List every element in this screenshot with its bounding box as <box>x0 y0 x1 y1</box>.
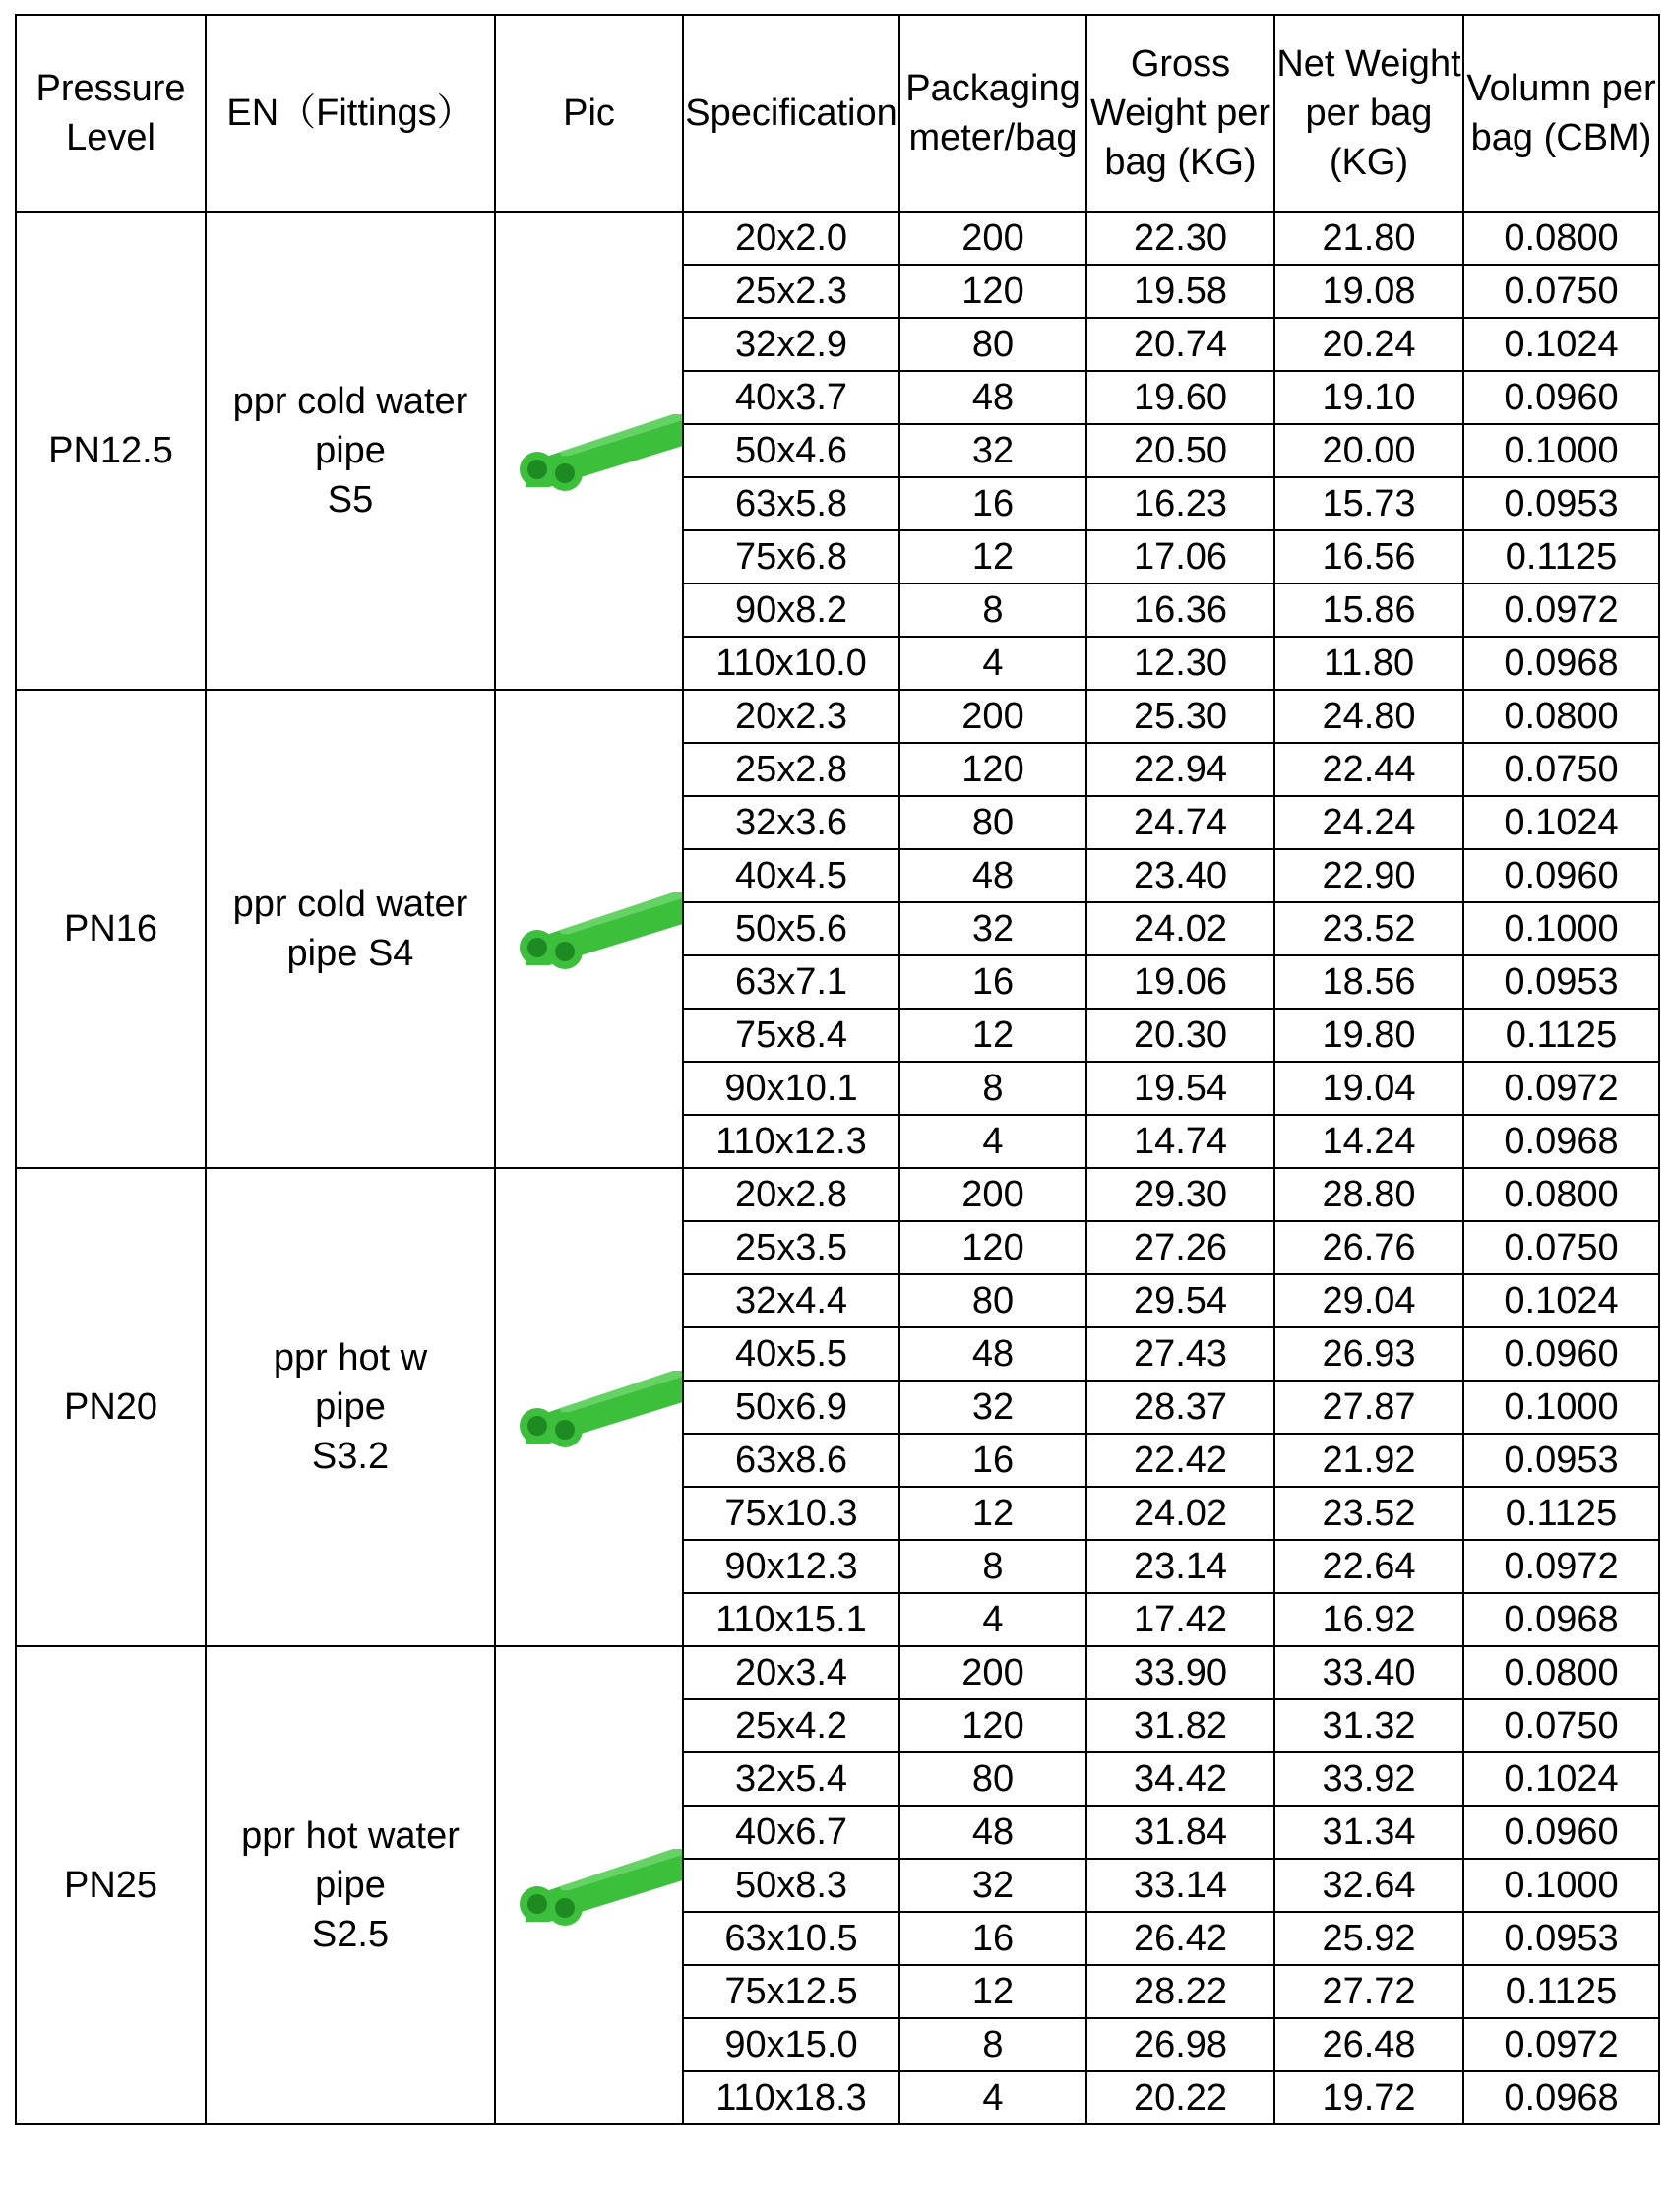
net-weight-cell: 31.34 <box>1274 1806 1463 1859</box>
gross-weight-cell: 20.50 <box>1086 424 1274 477</box>
net-weight-cell: 32.64 <box>1274 1859 1463 1912</box>
volume-cell: 0.1024 <box>1463 1274 1659 1327</box>
volume-cell: 0.0953 <box>1463 1434 1659 1487</box>
net-weight-cell: 33.40 <box>1274 1646 1463 1699</box>
fitting-name-line: ppr cold water <box>232 884 468 925</box>
header-volume: Volumn per bag (CBM) <box>1463 15 1659 212</box>
gross-weight-cell: 22.30 <box>1086 212 1274 265</box>
volume-cell: 0.0972 <box>1463 1540 1659 1593</box>
volume-cell: 0.1000 <box>1463 1381 1659 1434</box>
packaging-cell: 32 <box>899 1381 1086 1434</box>
specification-cell: 20x2.8 <box>683 1168 899 1221</box>
net-weight-cell: 29.04 <box>1274 1274 1463 1327</box>
spec-sheet <box>15 14 1658 2198</box>
header-pressure-level: Pressure Level <box>16 15 206 212</box>
specification-cell: 25x2.8 <box>683 743 899 796</box>
net-weight-cell: 16.56 <box>1274 530 1463 584</box>
gross-weight-cell: 24.74 <box>1086 796 1274 849</box>
volume-cell: 0.0968 <box>1463 1593 1659 1646</box>
volume-cell: 0.0960 <box>1463 371 1659 424</box>
specification-cell: 63x10.5 <box>683 1912 899 1965</box>
fitting-name-cell <box>206 1168 495 1646</box>
gross-weight-cell: 31.84 <box>1086 1806 1274 1859</box>
volume-cell: 0.1024 <box>1463 796 1659 849</box>
volume-cell: 0.1024 <box>1463 318 1659 371</box>
net-weight-cell: 22.44 <box>1274 743 1463 796</box>
header-net-weight: Net Weight per bag (KG) <box>1274 15 1463 212</box>
gross-weight-cell: 14.74 <box>1086 1115 1274 1168</box>
volume-cell: 0.0953 <box>1463 955 1659 1009</box>
packaging-cell: 80 <box>899 796 1086 849</box>
volume-cell: 0.0750 <box>1463 265 1659 318</box>
gross-weight-cell: 20.30 <box>1086 1009 1274 1062</box>
packaging-cell: 120 <box>899 743 1086 796</box>
header-row <box>16 15 1659 212</box>
specification-cell: 40x4.5 <box>683 849 899 902</box>
table-row <box>16 212 1659 265</box>
volume-cell: 0.1024 <box>1463 1752 1659 1806</box>
gross-weight-cell: 20.74 <box>1086 318 1274 371</box>
gross-weight-cell: 24.02 <box>1086 1487 1274 1540</box>
specification-cell: 75x6.8 <box>683 530 899 584</box>
volume-cell: 0.1000 <box>1463 902 1659 955</box>
specification-cell: 110x15.1 <box>683 1593 899 1646</box>
specification-cell: 63x8.6 <box>683 1434 899 1487</box>
net-weight-cell: 33.92 <box>1274 1752 1463 1806</box>
pic-cell <box>495 212 683 690</box>
specification-cell: 20x2.3 <box>683 690 899 743</box>
gross-weight-cell: 33.14 <box>1086 1859 1274 1912</box>
net-weight-cell: 28.80 <box>1274 1168 1463 1221</box>
specification-cell: 50x4.6 <box>683 424 899 477</box>
gross-weight-cell: 19.60 <box>1086 371 1274 424</box>
net-weight-cell: 20.24 <box>1274 318 1463 371</box>
specification-cell: 40x5.5 <box>683 1327 899 1381</box>
volume-cell: 0.0972 <box>1463 1062 1659 1115</box>
table-row <box>16 1646 1659 1699</box>
specification-cell: 75x12.5 <box>683 1965 899 2018</box>
gross-weight-cell: 19.06 <box>1086 955 1274 1009</box>
packaging-cell: 12 <box>899 1965 1086 2018</box>
net-weight-cell: 15.86 <box>1274 584 1463 637</box>
net-weight-cell: 22.90 <box>1274 849 1463 902</box>
gross-weight-cell: 26.98 <box>1086 2018 1274 2071</box>
specification-cell: 110x12.3 <box>683 1115 899 1168</box>
packaging-cell: 80 <box>899 1752 1086 1806</box>
pressure-level-cell: PN12.5 <box>16 212 206 690</box>
packaging-cell: 8 <box>899 584 1086 637</box>
packaging-cell: 48 <box>899 849 1086 902</box>
net-weight-cell: 27.87 <box>1274 1381 1463 1434</box>
header-fittings: EN（Fittings） <box>206 15 495 212</box>
specification-cell: 90x12.3 <box>683 1540 899 1593</box>
packaging-cell: 4 <box>899 2071 1086 2124</box>
table-body <box>16 212 1659 2124</box>
header-gross-weight: Gross Weight per bag (KG) <box>1086 15 1274 212</box>
fitting-name-cell <box>206 1646 495 2124</box>
packaging-cell: 80 <box>899 1274 1086 1327</box>
packaging-cell: 8 <box>899 1540 1086 1593</box>
net-weight-cell: 26.93 <box>1274 1327 1463 1381</box>
packaging-cell: 8 <box>899 1062 1086 1115</box>
packaging-cell: 200 <box>899 690 1086 743</box>
net-weight-cell: 24.24 <box>1274 796 1463 849</box>
packaging-cell: 80 <box>899 318 1086 371</box>
gross-weight-cell: 24.02 <box>1086 902 1274 955</box>
net-weight-cell: 19.72 <box>1274 2071 1463 2124</box>
packaging-cell: 16 <box>899 1434 1086 1487</box>
packaging-cell: 8 <box>899 2018 1086 2071</box>
green-pipe-icon <box>516 1363 683 1451</box>
gross-weight-cell: 27.26 <box>1086 1221 1274 1274</box>
packaging-cell: 32 <box>899 902 1086 955</box>
volume-cell: 0.0968 <box>1463 1115 1659 1168</box>
specification-cell: 32x3.6 <box>683 796 899 849</box>
packaging-cell: 48 <box>899 1806 1086 1859</box>
fitting-name-line: S5 <box>327 479 374 521</box>
specification-cell: 32x5.4 <box>683 1752 899 1806</box>
packaging-cell: 200 <box>899 1168 1086 1221</box>
specification-cell: 32x4.4 <box>683 1274 899 1327</box>
pipe-spec-table <box>15 14 1660 2125</box>
packaging-cell: 48 <box>899 371 1086 424</box>
volume-cell: 0.0800 <box>1463 690 1659 743</box>
specification-cell: 90x8.2 <box>683 584 899 637</box>
net-weight-cell: 19.04 <box>1274 1062 1463 1115</box>
net-weight-cell: 20.00 <box>1274 424 1463 477</box>
gross-weight-cell: 17.42 <box>1086 1593 1274 1646</box>
pressure-level-cell: PN16 <box>16 690 206 1168</box>
net-weight-cell: 14.24 <box>1274 1115 1463 1168</box>
pic-cell <box>495 690 683 1168</box>
specification-cell: 75x8.4 <box>683 1009 899 1062</box>
packaging-cell: 16 <box>899 1912 1086 1965</box>
specification-cell: 63x5.8 <box>683 477 899 530</box>
gross-weight-cell: 25.30 <box>1086 690 1274 743</box>
volume-cell: 0.0960 <box>1463 849 1659 902</box>
specification-cell: 50x5.6 <box>683 902 899 955</box>
gross-weight-cell: 19.58 <box>1086 265 1274 318</box>
fitting-name-line: ppr hot water <box>241 1815 460 1857</box>
gross-weight-cell: 29.54 <box>1086 1274 1274 1327</box>
specification-cell: 32x2.9 <box>683 318 899 371</box>
green-pipe-icon <box>516 406 683 495</box>
gross-weight-cell: 23.14 <box>1086 1540 1274 1593</box>
gross-weight-cell: 28.37 <box>1086 1381 1274 1434</box>
net-weight-cell: 15.73 <box>1274 477 1463 530</box>
packaging-cell: 32 <box>899 1859 1086 1912</box>
gross-weight-cell: 16.36 <box>1086 584 1274 637</box>
gross-weight-cell: 29.30 <box>1086 1168 1274 1221</box>
header-packaging: Packaging meter/bag <box>899 15 1086 212</box>
net-weight-cell: 23.52 <box>1274 1487 1463 1540</box>
volume-cell: 0.0800 <box>1463 1168 1659 1221</box>
gross-weight-cell: 34.42 <box>1086 1752 1274 1806</box>
table-row <box>16 1168 1659 1221</box>
packaging-cell: 200 <box>899 1646 1086 1699</box>
packaging-cell: 48 <box>899 1327 1086 1381</box>
fitting-name-line: S3.2 <box>311 1436 390 1477</box>
packaging-cell: 16 <box>899 955 1086 1009</box>
net-weight-cell: 26.76 <box>1274 1221 1463 1274</box>
net-weight-cell: 11.80 <box>1274 637 1463 690</box>
fitting-name-line: pipe S4 <box>286 933 414 974</box>
volume-cell: 0.0960 <box>1463 1327 1659 1381</box>
specification-cell: 40x6.7 <box>683 1806 899 1859</box>
volume-cell: 0.0972 <box>1463 2018 1659 2071</box>
volume-cell: 0.0750 <box>1463 743 1659 796</box>
net-weight-cell: 18.56 <box>1274 955 1463 1009</box>
volume-cell: 0.0968 <box>1463 2071 1659 2124</box>
header-pic: Pic <box>495 15 683 212</box>
packaging-cell: 32 <box>899 424 1086 477</box>
fitting-name-line: S2.5 <box>311 1914 390 1955</box>
gross-weight-cell: 22.94 <box>1086 743 1274 796</box>
volume-cell: 0.1125 <box>1463 1965 1659 2018</box>
net-weight-cell: 21.80 <box>1274 212 1463 265</box>
volume-cell: 0.0750 <box>1463 1221 1659 1274</box>
specification-cell: 63x7.1 <box>683 955 899 1009</box>
packaging-cell: 120 <box>899 1699 1086 1752</box>
specification-cell: 25x4.2 <box>683 1699 899 1752</box>
net-weight-cell: 24.80 <box>1274 690 1463 743</box>
net-weight-cell: 22.64 <box>1274 1540 1463 1593</box>
volume-cell: 0.0750 <box>1463 1699 1659 1752</box>
volume-cell: 0.1000 <box>1463 1859 1659 1912</box>
gross-weight-cell: 31.82 <box>1086 1699 1274 1752</box>
specification-cell: 90x10.1 <box>683 1062 899 1115</box>
specification-cell: 50x8.3 <box>683 1859 899 1912</box>
header-specification: Specification <box>683 15 899 212</box>
packaging-cell: 4 <box>899 1115 1086 1168</box>
specification-cell: 75x10.3 <box>683 1487 899 1540</box>
green-pipe-icon <box>516 885 683 973</box>
net-weight-cell: 19.10 <box>1274 371 1463 424</box>
net-weight-cell: 27.72 <box>1274 1965 1463 2018</box>
gross-weight-cell: 12.30 <box>1086 637 1274 690</box>
net-weight-cell: 26.48 <box>1274 2018 1463 2071</box>
packaging-cell: 16 <box>899 477 1086 530</box>
specification-cell: 110x18.3 <box>683 2071 899 2124</box>
gross-weight-cell: 20.22 <box>1086 2071 1274 2124</box>
volume-cell: 0.0953 <box>1463 477 1659 530</box>
specification-cell: 20x3.4 <box>683 1646 899 1699</box>
specification-cell: 50x6.9 <box>683 1381 899 1434</box>
pressure-level-cell: PN25 <box>16 1646 206 2124</box>
packaging-cell: 200 <box>899 212 1086 265</box>
gross-weight-cell: 23.40 <box>1086 849 1274 902</box>
table-row <box>16 690 1659 743</box>
gross-weight-cell: 17.06 <box>1086 530 1274 584</box>
gross-weight-cell: 19.54 <box>1086 1062 1274 1115</box>
net-weight-cell: 16.92 <box>1274 1593 1463 1646</box>
packaging-cell: 12 <box>899 530 1086 584</box>
packaging-cell: 4 <box>899 637 1086 690</box>
pic-cell <box>495 1168 683 1646</box>
fitting-name-line: ppr cold water <box>232 381 468 422</box>
gross-weight-cell: 28.22 <box>1086 1965 1274 2018</box>
specification-cell: 25x2.3 <box>683 265 899 318</box>
specification-cell: 90x15.0 <box>683 2018 899 2071</box>
packaging-cell: 12 <box>899 1487 1086 1540</box>
volume-cell: 0.0972 <box>1463 584 1659 637</box>
net-weight-cell: 25.92 <box>1274 1912 1463 1965</box>
fitting-name-line: ppr hot w <box>273 1337 428 1379</box>
packaging-cell: 120 <box>899 265 1086 318</box>
packaging-cell: 12 <box>899 1009 1086 1062</box>
packaging-cell: 120 <box>899 1221 1086 1274</box>
gross-weight-cell: 26.42 <box>1086 1912 1274 1965</box>
volume-cell: 0.0800 <box>1463 1646 1659 1699</box>
fitting-name-line: pipe <box>315 1386 386 1428</box>
fitting-name-line: pipe <box>315 1865 386 1906</box>
specification-cell: 110x10.0 <box>683 637 899 690</box>
specification-cell: 25x3.5 <box>683 1221 899 1274</box>
fitting-name-cell <box>206 690 495 1168</box>
pressure-level-cell: PN20 <box>16 1168 206 1646</box>
pic-cell <box>495 1646 683 2124</box>
net-weight-cell: 19.08 <box>1274 265 1463 318</box>
volume-cell: 0.0953 <box>1463 1912 1659 1965</box>
volume-cell: 0.1125 <box>1463 530 1659 584</box>
net-weight-cell: 23.52 <box>1274 902 1463 955</box>
volume-cell: 0.1125 <box>1463 1487 1659 1540</box>
volume-cell: 0.0800 <box>1463 212 1659 265</box>
green-pipe-icon <box>516 1841 683 1930</box>
fitting-name-line: pipe <box>315 430 386 471</box>
specification-cell: 20x2.0 <box>683 212 899 265</box>
net-weight-cell: 31.32 <box>1274 1699 1463 1752</box>
net-weight-cell: 21.92 <box>1274 1434 1463 1487</box>
gross-weight-cell: 33.90 <box>1086 1646 1274 1699</box>
volume-cell: 0.0968 <box>1463 637 1659 690</box>
fitting-name-cell <box>206 212 495 690</box>
packaging-cell: 4 <box>899 1593 1086 1646</box>
gross-weight-cell: 22.42 <box>1086 1434 1274 1487</box>
specification-cell: 40x3.7 <box>683 371 899 424</box>
volume-cell: 0.0960 <box>1463 1806 1659 1859</box>
gross-weight-cell: 16.23 <box>1086 477 1274 530</box>
volume-cell: 0.1000 <box>1463 424 1659 477</box>
gross-weight-cell: 27.43 <box>1086 1327 1274 1381</box>
net-weight-cell: 19.80 <box>1274 1009 1463 1062</box>
volume-cell: 0.1125 <box>1463 1009 1659 1062</box>
